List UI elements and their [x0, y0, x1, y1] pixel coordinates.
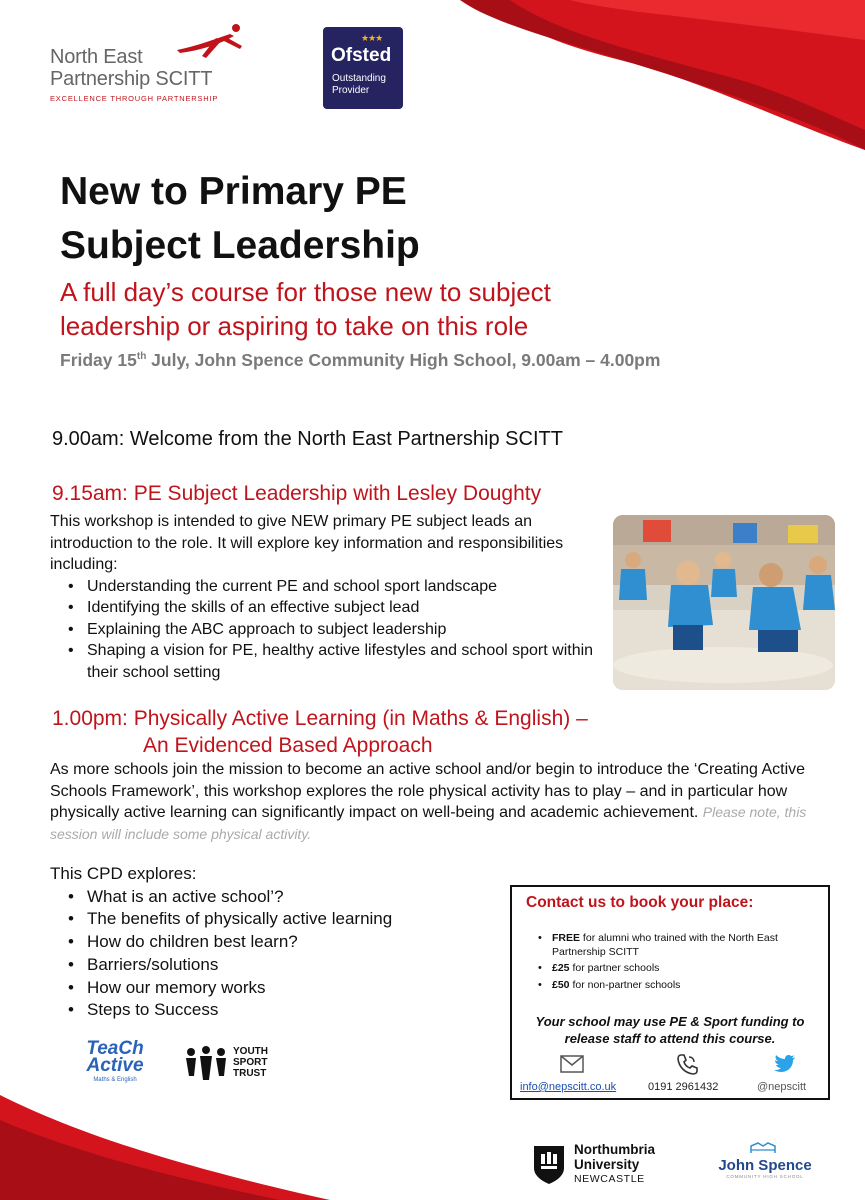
phone-icon	[676, 1053, 698, 1075]
red-swoosh-top	[450, 0, 865, 150]
list-item: • Identifying the skills of an effective subject lead	[87, 597, 595, 619]
price-amount: £50	[552, 978, 570, 991]
nu-line3: NEWCASTLE	[574, 1173, 645, 1185]
email-icon	[560, 1055, 584, 1073]
list-item: • Understanding the current PE and school sport landscape	[87, 576, 595, 598]
session2-heading	[52, 705, 588, 759]
price-amount: £25	[552, 962, 570, 974]
title-line2: Subject Leadership	[60, 224, 420, 267]
title-line1: New to Primary PE	[60, 170, 407, 213]
cpd-section	[50, 863, 490, 1022]
list-item: • Explaining the ABC approach to subject leadership	[87, 619, 595, 641]
jsc-line2: COMMUNITY HIGH SCHOOL	[726, 1174, 804, 1179]
list-item: • Barriers/solutions	[87, 954, 490, 977]
list-item: • What is an active school’?	[87, 886, 490, 909]
teach-logo-line2: Active	[86, 1055, 144, 1076]
page-title	[60, 165, 420, 273]
session2-body	[50, 759, 840, 845]
org-tagline: EXCELLENCE THROUGH PARTNERSHIP	[50, 94, 219, 103]
contact-heading: Contact us to book your place:	[526, 894, 754, 911]
session2-heading-line2: An Evidenced Based Approach	[143, 734, 433, 757]
john-spence-logo	[710, 1150, 820, 1190]
list-item: • The benefits of physically active learning	[87, 908, 490, 931]
price-description: for non-partner schools	[569, 978, 681, 991]
date-suffix: th	[136, 351, 147, 363]
list-item: • Shaping a vision for PE, healthy active lifestyles and school sport within their school setting	[87, 640, 595, 683]
session2-heading-line1: 1.00pm: Physically Active Learning (in Maths & English) –	[52, 707, 588, 730]
event-dateline	[60, 350, 660, 371]
northumbria-university-logo	[532, 1142, 672, 1187]
teach-logo-sub: Maths & English	[93, 1077, 137, 1083]
teach-active-logo	[80, 1040, 150, 1090]
list-item: • How do children best learn?	[87, 931, 490, 954]
page-subtitle	[60, 275, 551, 343]
subtitle-line1: A full day’s course for those new to subject	[60, 277, 551, 307]
nu-line2: University	[574, 1157, 640, 1172]
session1-bullet-list	[50, 576, 595, 684]
yst-line3: TRUST	[233, 1068, 267, 1079]
list-item: • Steps to Success	[87, 999, 490, 1022]
price-item	[552, 932, 824, 959]
ofsted-word: Ofsted	[331, 45, 392, 66]
price-description: for alumni who trained with the North East Partnership SCITT	[552, 932, 778, 958]
price-bullet-list	[534, 932, 824, 992]
price-description: for partner schools	[569, 962, 660, 974]
bridge-icon	[750, 1142, 776, 1154]
welcome-item: 9.00am: Welcome from the North East Partnership SCITT	[52, 428, 563, 450]
yst-line1: YOUTH	[233, 1046, 268, 1057]
price-item	[552, 979, 824, 993]
yst-line2: SPORT	[233, 1057, 268, 1068]
stars-icon: ★★★	[361, 33, 383, 43]
subtitle-line2: leadership or aspiring to take on this role	[60, 311, 529, 341]
funding-note: Your school may use PE & Sport funding to release staff to attend this course.	[535, 1014, 805, 1046]
runner-icon	[172, 22, 252, 62]
date-day: Friday 15	[60, 350, 137, 370]
price-list	[534, 932, 824, 995]
crest-icon	[532, 1144, 566, 1184]
ofsted-sub-line1: Outstanding	[332, 73, 386, 84]
session2-text: As more schools join the mission to become an active school and/or begin to introduce the ‘Creating Active Schools Framework’, this workshop explores the role physical activity has to play – and in particular how physically active learning can significantly impact on well-being and academic achievement.	[50, 761, 806, 821]
red-swoosh-bottom	[0, 1095, 330, 1200]
session1-intro: This workshop is intended to give NEW primary PE subject leads an introduction to the role. It will explore key information and responsibilities including:	[50, 513, 564, 573]
contact-methods	[512, 1055, 828, 1099]
twitter-icon	[774, 1055, 796, 1073]
twitter-handle: @nepscitt	[757, 1081, 807, 1093]
figures-icon	[183, 1046, 229, 1082]
list-item: • How our memory works	[87, 977, 490, 1000]
nu-line1: Northumbria	[574, 1142, 655, 1157]
cpd-heading: This CPD explores:	[50, 864, 197, 883]
youth-sport-trust-logo	[183, 1046, 278, 1086]
teach-logo-line1: TeaCh	[86, 1038, 144, 1059]
ofsted-sub-line2: Provider	[332, 85, 370, 96]
session1-heading: 9.15am: PE Subject Leadership with Lesley Doughty	[52, 482, 542, 505]
children-activity-photo	[613, 515, 835, 690]
price-amount: FREE	[552, 932, 581, 944]
ofsted-badge	[323, 27, 403, 109]
price-item	[552, 962, 824, 976]
nep-scitt-logo	[50, 28, 260, 108]
org-name-line1: North East	[50, 46, 143, 68]
session2-note: Please note, this session will include some physical activity.	[50, 804, 807, 842]
cpd-bullet-list	[50, 886, 490, 1022]
date-details: July, John Spence Community High School, 9.00am – 4.00pm	[146, 350, 661, 370]
email-link[interactable]: info@nepscitt.co.uk	[520, 1081, 617, 1093]
contact-box	[510, 885, 830, 1100]
jsc-line1: John Spence	[718, 1157, 812, 1174]
phone-number: 0191 2961432	[648, 1081, 719, 1093]
session1-body	[50, 511, 595, 683]
org-name-line2: Partnership SCITT	[50, 68, 213, 90]
